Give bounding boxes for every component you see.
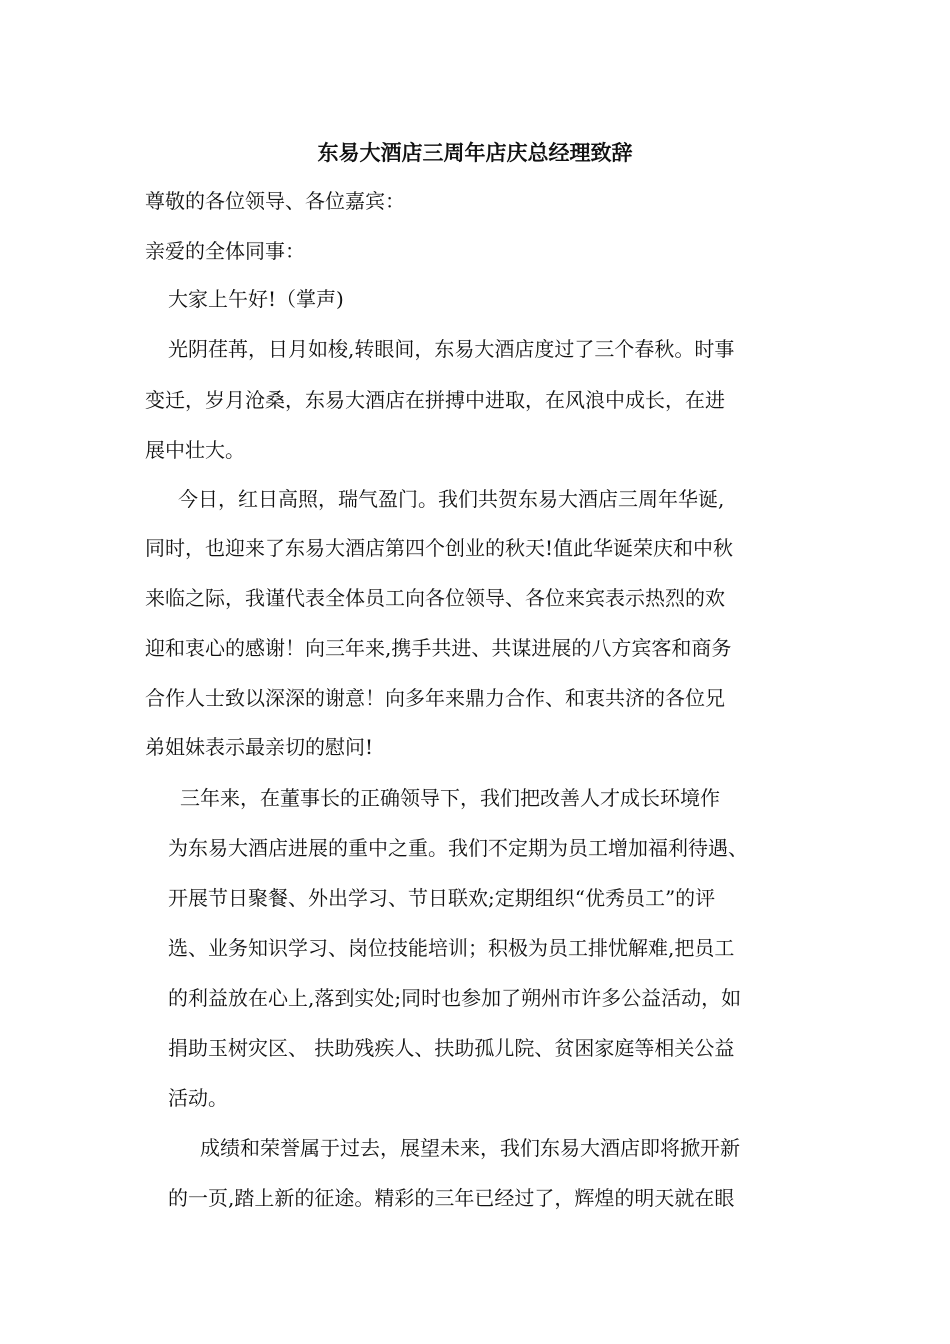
paragraph-line: 弟姐妹表示最亲切的慰问! — [145, 735, 374, 759]
greeting-colleagues: 亲爱的全体同事： — [145, 239, 305, 263]
paragraph-line: 变迁，岁月沧桑，东易大酒店在拼搏中进取，在风浪中成长，在进 — [145, 388, 725, 412]
paragraph-line: 的一页,踏上新的征途。精彩的三年已经过了，辉煌的明天就在眼 — [168, 1186, 735, 1210]
paragraph-line: 为东易大酒店进展的重中之重。我们不定期为员工增加福利待遇、 — [168, 836, 748, 860]
paragraph-line: 今日，红日高照，瑞气盈门。我们共贺东易大酒店三周年华诞, — [178, 487, 725, 511]
document-title: 东易大酒店三周年店庆总经理致辞 — [317, 140, 633, 165]
paragraph-line: 迎和衷心的感谢！向三年来,携手共进、共谋进展的八方宾客和商务 — [145, 636, 732, 660]
paragraph-line: 的利益放在心上,落到实处;同时也参加了朔州市许多公益活动，如 — [168, 986, 742, 1010]
paragraph-line: 成绩和荣誉属于过去，展望未来，我们东易大酒店即将掀开新 — [200, 1136, 740, 1160]
paragraph-line: 来临之际，我谨代表全体员工向各位领导、各位来宾表示热烈的欢 — [145, 586, 725, 610]
paragraph-line: 捐助玉树灾区、 扶助残疾人、扶助孤儿院、贫困家庭等相关公益 — [168, 1036, 735, 1060]
paragraph-line: 开展节日聚餐、外出学习、节日联欢;定期组织“优秀员工”的评 — [168, 886, 716, 910]
paragraph-line: 同时，也迎来了东易大酒店第四个创业的秋天!值此华诞荣庆和中秋 — [145, 536, 734, 560]
paragraph-line: 三年来，在董事长的正确领导下，我们把改善人才成长环境作 — [180, 786, 720, 810]
paragraph-line: 选、业务知识学习、岗位技能培训；积极为员工排忧解难,把员工 — [168, 936, 735, 960]
paragraph-line: 展中壮大。 — [145, 438, 245, 462]
paragraph-line: 活动。 — [168, 1086, 228, 1110]
greeting-leaders: 尊敬的各位领导、各位嘉宾： — [145, 189, 405, 213]
paragraph-line: 光阴荏苒，日月如梭,转眼间，东易大酒店度过了三个春秋。时事 — [168, 337, 735, 361]
paragraph-line: 合作人士致以深深的谢意！向多年来鼎力合作、和衷共济的各位兄 — [145, 686, 725, 710]
opening-line: 大家上午好!（掌声) — [168, 287, 344, 311]
